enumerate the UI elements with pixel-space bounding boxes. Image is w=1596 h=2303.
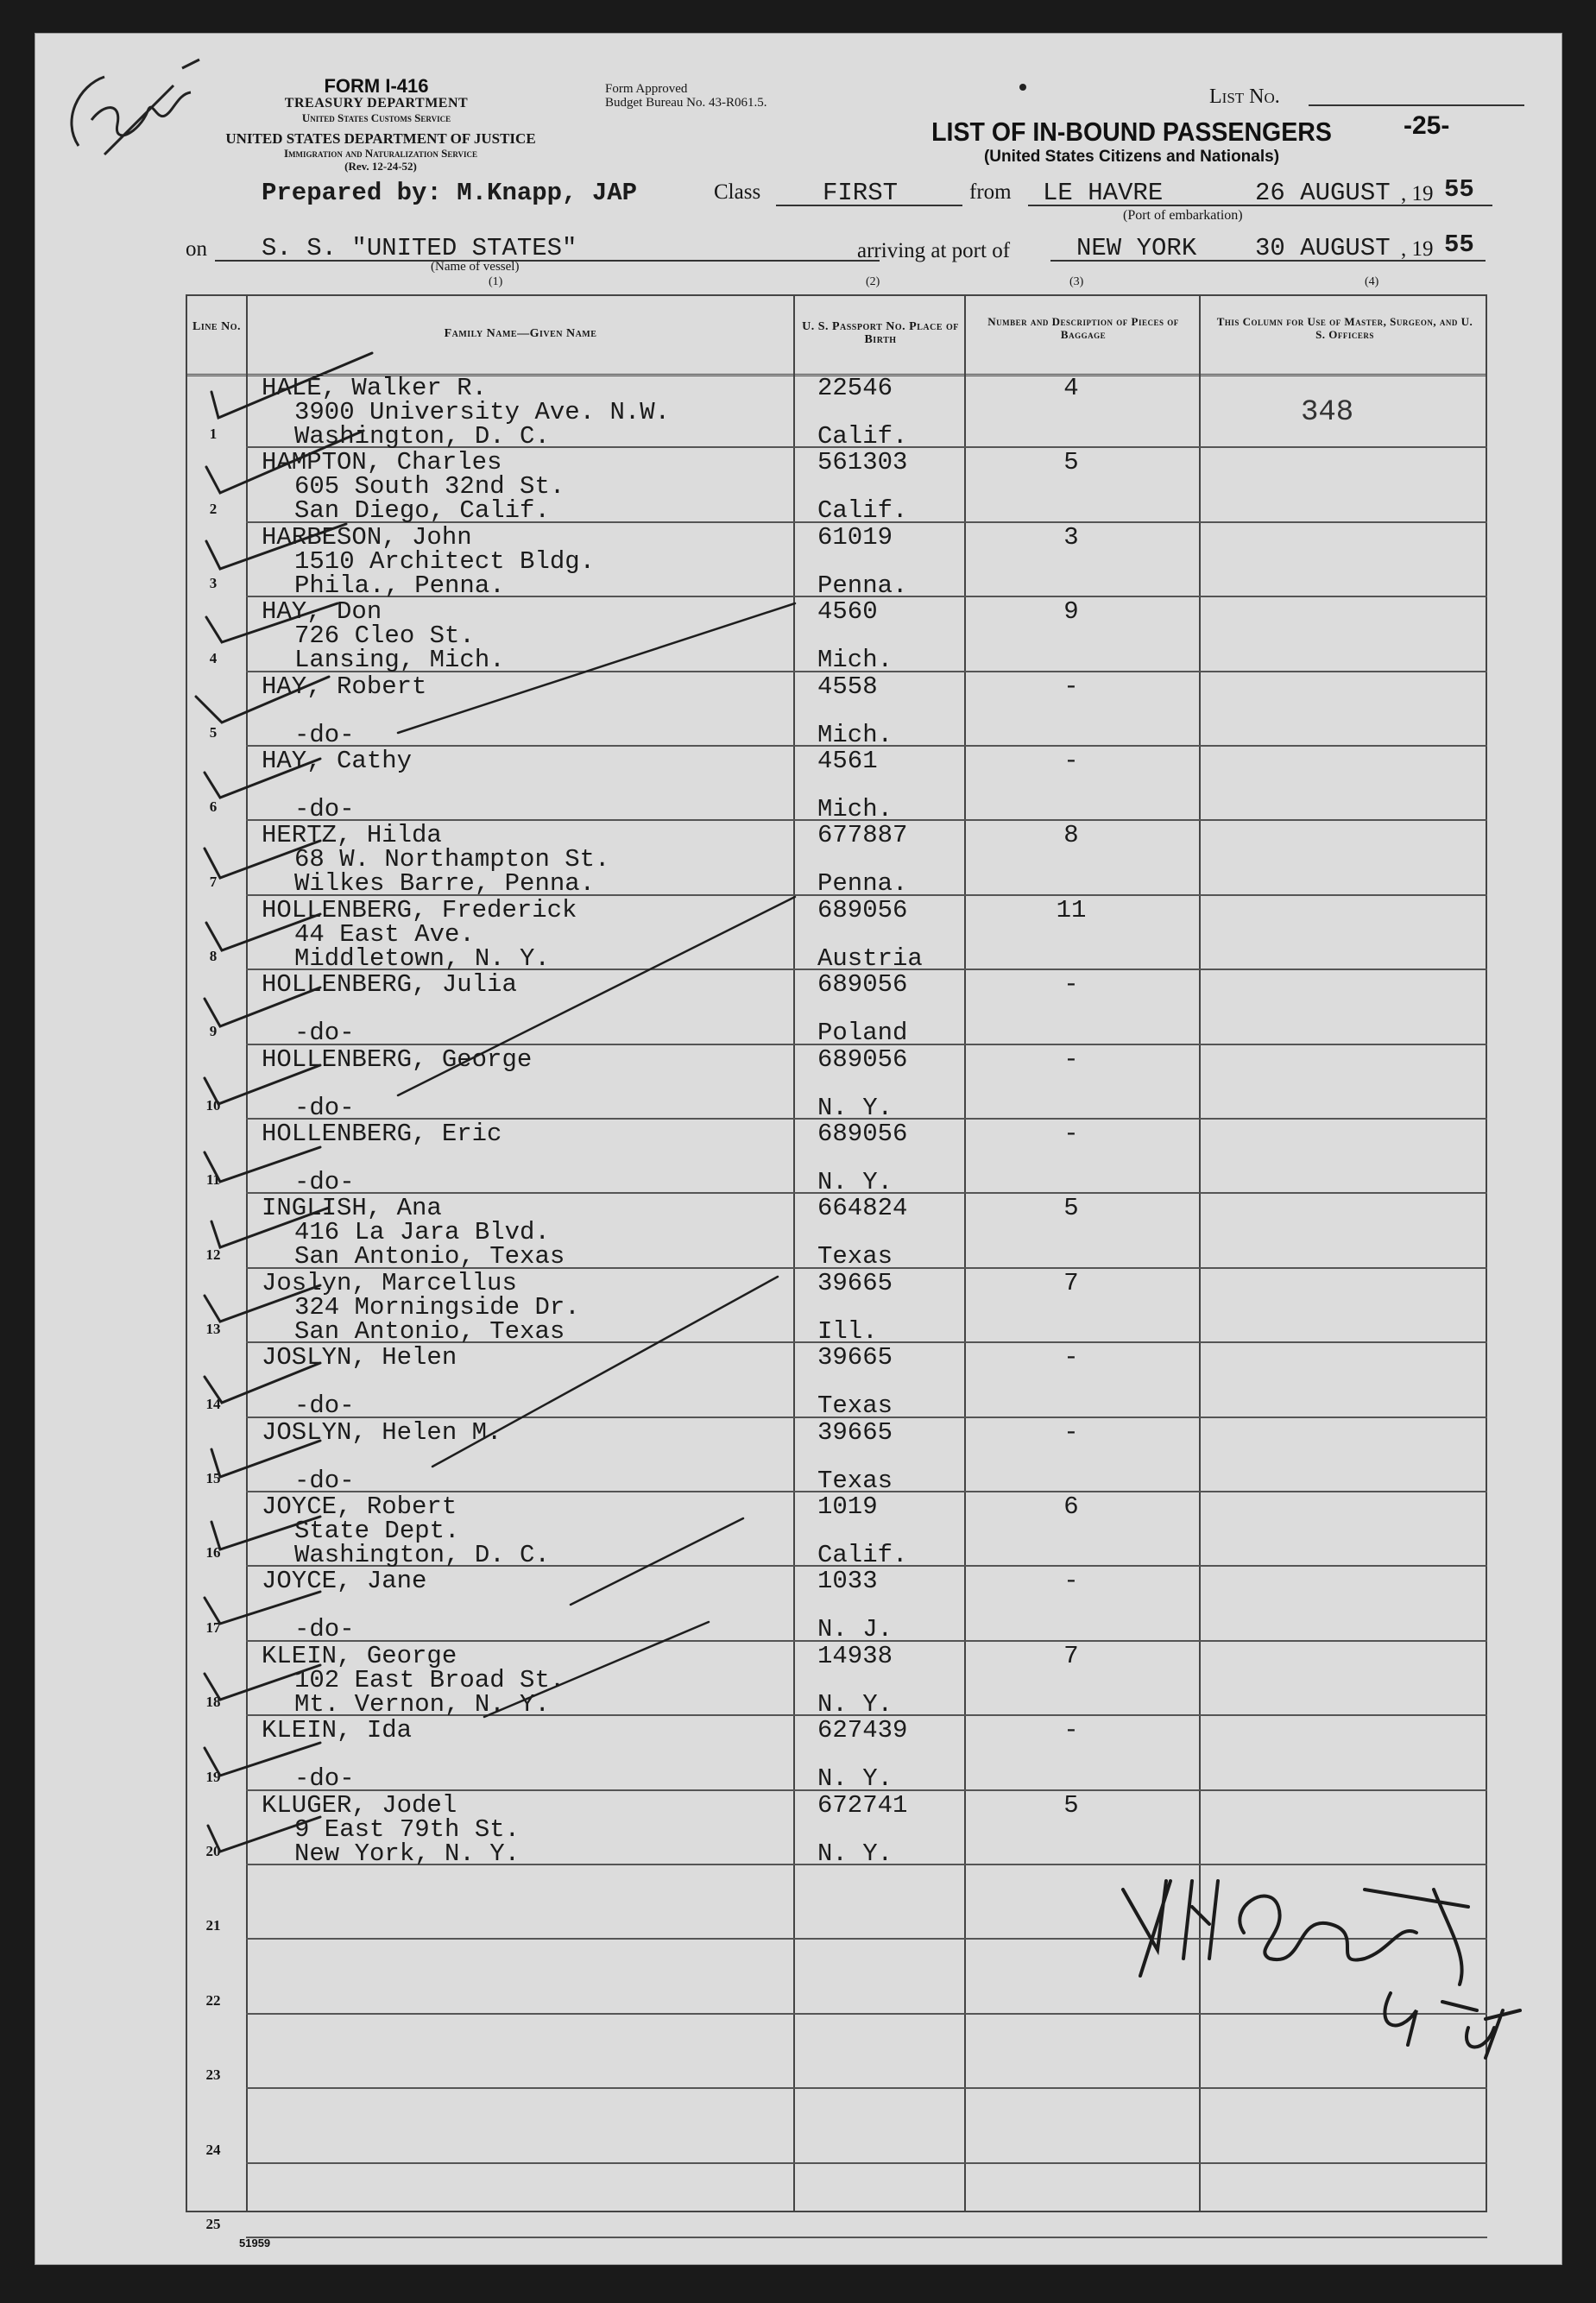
- address-line-1: 605 South 32nd St.: [294, 472, 565, 501]
- address-line-2: Mt. Vernon, N. Y.: [294, 1690, 550, 1719]
- passport-number: 677887: [817, 821, 908, 849]
- address-line-2: Washington, D. C.: [294, 422, 550, 451]
- baggage-count: 3: [1063, 523, 1079, 552]
- officer-note: 348: [1301, 396, 1354, 429]
- arriving-label: arriving at port of: [857, 239, 1011, 262]
- line-number: 12: [205, 1246, 221, 1263]
- passenger-name: HOLLENBERG, Eric: [262, 1120, 502, 1148]
- line-number: 6: [209, 798, 218, 815]
- baggage-count: -: [1063, 970, 1079, 999]
- address-line-1: 1510 Architect Bldg.: [294, 547, 596, 576]
- line-number: 23: [205, 2066, 221, 2083]
- line-number: 8: [209, 948, 218, 964]
- arrival-date: 30 AUGUST: [1255, 234, 1391, 262]
- justice-dept: UNITED STATES DEPARTMENT OF JUSTICE: [225, 130, 536, 147]
- passenger-name: KLEIN, Ida: [262, 1716, 413, 1745]
- place-of-birth: N. Y.: [817, 1839, 893, 1868]
- baggage-count: 6: [1063, 1492, 1079, 1521]
- line-number: 22: [205, 1992, 221, 2009]
- footer-code: 51959: [239, 2237, 271, 2249]
- form-number: FORM I-416: [324, 75, 429, 97]
- passenger-name: HOLLENBERG, Julia: [262, 970, 517, 999]
- line-number: 21: [205, 1917, 221, 1934]
- address-line-2: -do-: [294, 1467, 355, 1495]
- passport-number: 1019: [817, 1492, 878, 1521]
- passenger-name: HARBESON, John: [262, 523, 472, 552]
- place-of-birth: N. Y.: [817, 1168, 893, 1196]
- vessel-caption: (Name of vessel): [431, 260, 520, 274]
- passenger-name: Joslyn, Marcellus: [262, 1269, 517, 1297]
- passenger-name: JOSLYN, Helen M.: [262, 1418, 502, 1447]
- line-number: 4: [209, 650, 218, 666]
- departure-year: 55: [1444, 175, 1474, 204]
- col-number-2: (2): [866, 275, 880, 288]
- passport-number: 672741: [817, 1791, 908, 1820]
- line-number: 13: [205, 1321, 221, 1337]
- passport-number: 4560: [817, 597, 878, 626]
- baggage-count: 8: [1063, 821, 1079, 849]
- passenger-name: HOLLENBERG, Frederick: [262, 896, 577, 924]
- address-line-2: San Diego, Calif.: [294, 496, 550, 525]
- line-number: 19: [205, 1769, 221, 1785]
- place-of-birth: N. Y.: [817, 1764, 893, 1793]
- passport-number: 14938: [817, 1642, 893, 1670]
- passport-number: 39665: [817, 1269, 893, 1297]
- manifest-page: [35, 33, 1562, 2265]
- address-line-2: -do-: [294, 1615, 355, 1644]
- place-of-birth: Texas: [817, 1391, 893, 1420]
- ins-service: Immigration and Naturalization Service: [283, 147, 478, 160]
- treasury-dept: TREASURY DEPARTMENT: [284, 96, 469, 110]
- address-line-2: New York, N. Y.: [294, 1839, 520, 1868]
- baggage-count: 9: [1063, 597, 1079, 626]
- passenger-name: HAY, Don: [262, 597, 382, 626]
- line-number: 7: [209, 874, 218, 890]
- place-of-birth: Poland: [817, 1019, 908, 1047]
- passport-number: 561303: [817, 448, 908, 476]
- departure-year-prefix: , 19: [1401, 182, 1434, 205]
- baggage-count: -: [1063, 1343, 1079, 1372]
- baggage-count: -: [1063, 747, 1079, 775]
- place-of-birth: N. J.: [817, 1615, 893, 1644]
- arrival-port: NEW YORK: [1076, 234, 1197, 262]
- form-subtitle: (United States Citizens and Nationals): [983, 148, 1280, 166]
- line-number: 15: [205, 1470, 221, 1486]
- passport-number: 4561: [817, 747, 878, 775]
- on-label: on: [186, 237, 207, 261]
- address-line-1: 416 La Jara Blvd.: [294, 1218, 550, 1246]
- baggage-count: 7: [1063, 1642, 1079, 1670]
- line-number: 1: [209, 426, 218, 442]
- passenger-name: JOYCE, Robert: [262, 1492, 457, 1521]
- place-of-birth: Mich.: [817, 795, 893, 823]
- line-number: 17: [205, 1619, 221, 1636]
- address-line-1: 9 East 79th St.: [294, 1815, 520, 1844]
- baggage-count: 5: [1063, 1791, 1079, 1820]
- place-of-birth: Mich.: [817, 646, 893, 674]
- address-line-2: Wilkes Barre, Penna.: [294, 869, 596, 898]
- address-line-2: Middletown, N. Y.: [294, 944, 550, 973]
- line-number: 11: [205, 1171, 221, 1188]
- passenger-name: INGLISH, Ana: [262, 1194, 442, 1222]
- passport-number: 4558: [817, 672, 878, 701]
- address-line-2: Washington, D. C.: [294, 1541, 550, 1569]
- place-of-birth: Calif.: [817, 496, 908, 525]
- baggage-count: -: [1063, 1418, 1079, 1447]
- place-of-birth: Penna.: [817, 869, 908, 898]
- passport-number: 689056: [817, 1045, 908, 1074]
- address-line-2: -do-: [294, 1168, 355, 1196]
- budget-bureau: Budget Bureau No. 43-R061.5.: [605, 96, 767, 110]
- passport-number: 22546: [817, 374, 893, 402]
- address-line-2: -do-: [294, 1764, 355, 1793]
- passport-number: 689056: [817, 970, 908, 999]
- line-number: 14: [205, 1396, 221, 1412]
- col-number-3: (3): [1069, 275, 1084, 288]
- arrival-year-prefix: , 19: [1401, 237, 1434, 261]
- baggage-count: -: [1063, 1045, 1079, 1074]
- baggage-count: 4: [1063, 374, 1079, 402]
- list-no-value: -25-: [1404, 111, 1450, 140]
- header-passport: U. S. Passport No. Place of Birth: [802, 320, 959, 346]
- address-line-1: 68 W. Northampton St.: [294, 845, 610, 874]
- vessel-name: S. S. "UNITED STATES": [262, 234, 577, 262]
- baggage-count: 11: [1056, 896, 1087, 924]
- passenger-name: HAMPTON, Charles: [262, 448, 502, 476]
- passenger-name: HERTZ, Hilda: [262, 821, 442, 849]
- line-number: 25: [205, 2216, 221, 2232]
- baggage-count: -: [1063, 1716, 1079, 1745]
- place-of-birth: Austria: [817, 944, 923, 973]
- line-number: 5: [209, 724, 218, 741]
- address-line-1: 3900 University Ave. N.W.: [294, 398, 671, 426]
- address-line-2: San Antonio, Texas: [294, 1317, 565, 1346]
- signature-date: [35, 34, 37, 35]
- passenger-name: HAY, Cathy: [262, 747, 413, 775]
- address-line-2: -do-: [294, 1019, 355, 1047]
- address-line-1: 726 Cleo St.: [294, 621, 475, 650]
- passenger-name: KLUGER, Jodel: [262, 1791, 457, 1820]
- address-line-1: 102 East Broad St.: [294, 1666, 565, 1694]
- passenger-name: HALE, Walker R.: [262, 374, 488, 402]
- place-of-birth: Ill.: [817, 1317, 878, 1346]
- line-number: 18: [205, 1694, 221, 1710]
- class-label: Class: [714, 180, 761, 204]
- baggage-count: 5: [1063, 448, 1079, 476]
- header-baggage: Number and Description of Pieces of Baggage: [987, 315, 1179, 341]
- baggage-count: -: [1063, 1120, 1079, 1148]
- passenger-name: HOLLENBERG, George: [262, 1045, 533, 1074]
- line-number: 10: [205, 1097, 221, 1114]
- line-number: 2: [209, 501, 218, 517]
- header-name: Family Name—Given Name: [444, 327, 597, 340]
- address-line-1: 44 East Ave.: [294, 920, 475, 949]
- prepared-by: Prepared by: M.Knapp, JAP: [262, 179, 638, 207]
- col-number-4: (4): [1365, 275, 1379, 288]
- place-of-birth: N. Y.: [817, 1094, 893, 1122]
- passenger-name: KLEIN, George: [262, 1642, 457, 1670]
- place-of-birth: Penna.: [817, 571, 908, 600]
- baggage-count: 7: [1063, 1269, 1079, 1297]
- line-number: 20: [205, 1843, 221, 1859]
- col-number-1: (1): [489, 275, 503, 288]
- place-of-birth: Texas: [817, 1467, 893, 1495]
- passport-number: 664824: [817, 1194, 908, 1222]
- form-approved: Form Approved: [605, 82, 688, 96]
- passenger-name: HAY, Robert: [262, 672, 427, 701]
- port-caption: (Port of embarkation): [1123, 208, 1243, 223]
- baggage-count: 5: [1063, 1194, 1079, 1222]
- place-of-birth: N. Y.: [817, 1690, 893, 1719]
- place-of-birth: Texas: [817, 1242, 893, 1271]
- passport-number: 627439: [817, 1716, 908, 1745]
- line-number: 16: [205, 1544, 221, 1561]
- departure-date: 26 AUGUST: [1255, 179, 1391, 207]
- header-officers: This Column for Use of Master, Surgeon, and U. S. Officers: [1216, 315, 1473, 341]
- passenger-name: JOYCE, Jane: [262, 1567, 427, 1595]
- revision-date: (Rev. 12-24-52): [344, 160, 417, 173]
- address-line-2: -do-: [294, 721, 355, 749]
- line-number: 24: [205, 2142, 221, 2158]
- passport-number: 39665: [817, 1343, 893, 1372]
- class-value: FIRST: [823, 179, 899, 207]
- address-line-2: San Antonio, Texas: [294, 1242, 565, 1271]
- baggage-count: -: [1063, 672, 1079, 701]
- customs-service: United States Customs Service: [301, 111, 451, 124]
- inspector-signature: [1106, 1829, 1537, 2071]
- place-of-birth: Calif.: [817, 1541, 908, 1569]
- baggage-count: -: [1063, 1567, 1079, 1595]
- port-of-embarkation: LE HAVRE: [1043, 179, 1164, 207]
- passport-number: 39665: [817, 1418, 893, 1447]
- passport-number: 689056: [817, 896, 908, 924]
- address-line-1: 324 Morningside Dr.: [294, 1293, 580, 1322]
- address-line-2: -do-: [294, 795, 355, 823]
- address-line-2: Phila., Penna.: [294, 571, 505, 600]
- address-line-1: State Dept.: [294, 1517, 460, 1545]
- address-line-2: -do-: [294, 1391, 355, 1420]
- from-label: from: [969, 180, 1012, 204]
- passport-number: 61019: [817, 523, 893, 552]
- list-no-label: List No.: [1209, 85, 1280, 108]
- passport-number: 689056: [817, 1120, 908, 1148]
- line-number: 3: [209, 575, 218, 591]
- form-title: LIST OF IN-BOUND PASSENGERS: [931, 117, 1332, 147]
- passenger-name: JOSLYN, Helen: [262, 1343, 457, 1372]
- address-line-2: -do-: [294, 1094, 355, 1122]
- address-line-2: Lansing, Mich.: [294, 646, 505, 674]
- place-of-birth: Calif.: [817, 422, 908, 451]
- passport-number: 1033: [817, 1567, 878, 1595]
- arrival-year: 55: [1444, 230, 1474, 259]
- place-of-birth: Mich.: [817, 721, 893, 749]
- header-line-no: Line No.: [192, 320, 241, 333]
- line-number: 9: [209, 1023, 218, 1039]
